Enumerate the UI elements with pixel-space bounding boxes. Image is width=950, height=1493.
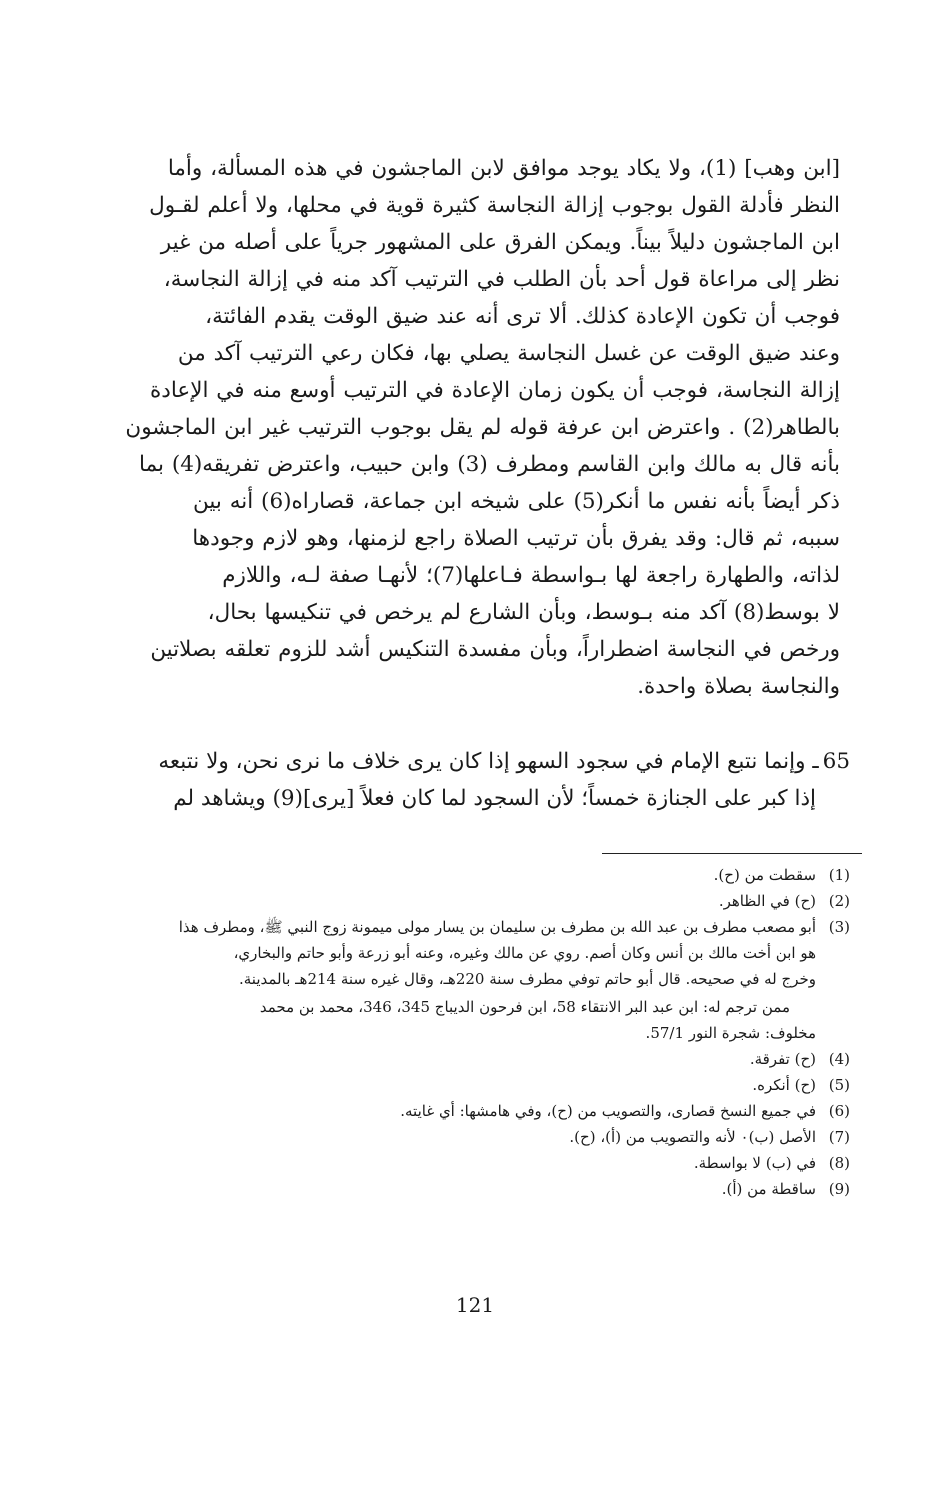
text-line: النظر فأدلة القول بوجوب إزالة النجاسة كثيرة قوية في محلها، ولا أعلم لقـول xyxy=(149,193,840,218)
footnote-9 xyxy=(150,1176,850,1202)
footnote-4 xyxy=(150,1046,850,1072)
footnote-text: ساقطة من (أ). xyxy=(721,1180,816,1198)
footnote-2 xyxy=(150,888,850,914)
footnote-number: (5) xyxy=(828,1076,850,1094)
footnote-number: (3) xyxy=(828,918,850,936)
text-line: [ابن وهب] (1)، ولا يكاد يوجد موافق لابن الماجشون في هذه المسألة، وأما xyxy=(167,156,840,181)
footnote-number: (8) xyxy=(828,1154,850,1172)
text-line: بالطاهر(2) . واعترض ابن عرفة قوله لم يقل بوجوب الترتيب غير ابن الماجشون xyxy=(125,415,840,440)
footnote-3 xyxy=(150,914,850,940)
footnote-5 xyxy=(150,1072,850,1098)
footnote-text: (ح) أنكره. xyxy=(752,1076,816,1094)
footnote-6 xyxy=(150,1098,850,1124)
footnote-number: (6) xyxy=(828,1102,850,1120)
footnote-number: (7) xyxy=(828,1128,850,1146)
footnote-7 xyxy=(150,1124,850,1150)
footnote-number: (1) xyxy=(828,866,850,884)
text-line: بأنه قال به مالك وابن القاسم ومطرف (3) وابن حبيب، واعترض تفريقه(4) بما xyxy=(139,452,840,477)
text-line: ورخص في النجاسة اضطراراً، وبأن مفسدة التنكيس أشد للزوم تعلقه بصلاتين xyxy=(150,637,840,662)
footnote-text: هو ابن أخت مالك بن أنس وكان أصم. روي عن مالك وغيره، وعنه أبو زرعة وأبو حاتم والبخاري، xyxy=(233,944,816,962)
footnotes xyxy=(150,862,850,1202)
footnote-divider xyxy=(602,853,862,854)
footnote-1 xyxy=(150,862,850,888)
footnote-text: سقطت من (ح). xyxy=(713,866,816,884)
footnote-number: (2) xyxy=(828,892,850,910)
main-paragraph xyxy=(125,150,840,705)
footnote-text: في جميع النسخ قصارى، والتصويب من (ح)، وفي هامشها: أي غايته. xyxy=(400,1102,816,1120)
text-line: سببه، ثم قال: وقد يفرق بأن ترتيب الصلاة راجع لزمنها، وهو لازم وجودها xyxy=(192,526,840,551)
text-line: فوجب أن تكون الإعادة كذلك. ألا ترى أنه عند ضيق الوقت يقدم الفائتة، xyxy=(205,304,840,329)
text-line: نظر إلى مراعاة قول أحد بأن الطلب في الترتيب آكد منه في إزالة النجاسة، xyxy=(163,267,840,292)
footnote-bio: مخلوف: شجرة النور 57/1. xyxy=(645,1024,816,1042)
numbered-item-65 xyxy=(150,743,850,817)
text-line: ذكر أيضاً بأنه نفس ما أنكر(5) على شيخه ابن جماعة، قصاراه(6) أنه بين xyxy=(193,489,840,514)
footnote-bio: ممن ترجم له: ابن عبد البر الانتقاء 58، ابن فرحون الديباج 345، 346، محمد بن محمد xyxy=(259,998,790,1016)
item-first-line xyxy=(150,743,850,780)
text-line: لا بوسط(8) آكد منه بـوسط، وبأن الشارع لم يرخص في تنكيسها بحال، xyxy=(207,600,840,625)
page-number: 121 xyxy=(455,1293,495,1317)
footnote-text: (ح) في الظاهر. xyxy=(718,892,816,910)
footnote-text: وخرج له في صحيحه. قال أبو حاتم توفي مطرف سنة 220هـ، وقال غيره سنة 214هـ بالمدينة. xyxy=(239,970,816,988)
text-line: إزالة النجاسة، فوجب أن يكون زمان الإعادة في الترتيب أوسع منه في الإعادة xyxy=(150,378,840,403)
footnote-8 xyxy=(150,1150,850,1176)
text-line: ابن الماجشون دليلاً بيناً. ويمكن الفرق على المشهور جرياً على أصله من غير xyxy=(160,230,840,255)
footnote-text: في (ب) لا بواسطة. xyxy=(693,1154,816,1172)
footnote-number: (9) xyxy=(828,1180,850,1198)
text-line: لذاته، والطهارة راجعة لها بـواسطة فـاعلها(7)؛ لأنهـا صفة لـه، واللازم xyxy=(222,563,840,588)
footnote-text: (ح) تفرقة. xyxy=(749,1050,816,1068)
text-line: وعند ضيق الوقت عن غسل النجاسة يصلي بها، فكان رعي الترتيب آكد من xyxy=(177,341,840,366)
text-line: والنجاسة بصلاة واحدة. xyxy=(637,674,840,699)
footnote-text: الأصل (ب)٠ لأنه والتصويب من (أ)، (ح). xyxy=(569,1128,816,1146)
item-number: 65 xyxy=(822,749,850,774)
item-text: ـ وإنما نتبع الإمام في سجود السهو إذا كان يرى خلاف ما نرى نحن، ولا نتبعه xyxy=(158,749,819,774)
footnote-number: (4) xyxy=(828,1050,850,1068)
footnote-text: أبو مصعب مطرف بن عبد الله بن مطرف بن سليمان بن يسار مولى ميمونة زوج النبي ﷺ، ومطرف هذا xyxy=(178,918,816,936)
item-text: إذا كبر على الجنازة خمساً؛ لأن السجود لما كان فعلاً [يرى](9) ويشاهد لم xyxy=(173,786,816,811)
